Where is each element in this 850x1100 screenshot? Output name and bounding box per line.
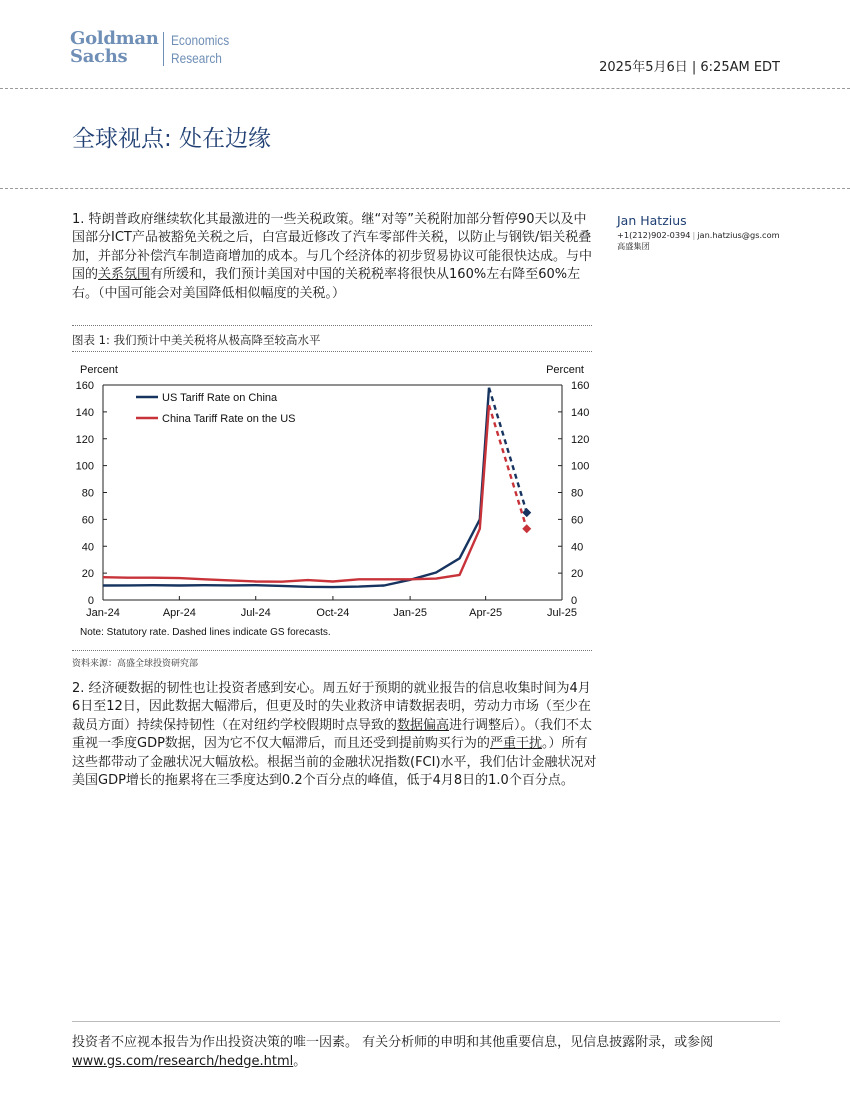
author-phone: +1(212)902-0394 xyxy=(617,230,691,240)
logo-line-1: Goldman xyxy=(70,28,159,49)
series-line-0 xyxy=(103,388,489,587)
forecast-line-0 xyxy=(489,388,527,513)
y-tick-label-left: 80 xyxy=(81,487,94,500)
paragraph-2-text-end: 。）所有这些都带动了金融状况大幅放松。根据当前的金融状况指数(FCI)水平，我们估计金融状况对美国GDP增长的拖累将在三季度达到0.2个百分点的峰值，低于4月8日的1.0个百分点。 xyxy=(72,736,597,789)
y-tick-label-right: 40 xyxy=(571,541,584,554)
contact-separator: | xyxy=(692,230,696,240)
author-contact xyxy=(617,230,797,240)
chart-note: Note: Statutory rate. Dashed lines indicate GS forecasts. xyxy=(80,627,331,638)
x-tick-label: Jan-24 xyxy=(86,607,120,619)
legend-label-us: US Tariff Rate on China xyxy=(162,392,278,404)
right-axis-unit: Percent xyxy=(546,364,584,376)
header-divider xyxy=(0,88,850,89)
page-title: 全球视点: 处在边缘 xyxy=(72,126,272,152)
y-tick-label-left: 160 xyxy=(75,380,94,392)
author-firm: 高盛集团 xyxy=(617,241,650,251)
y-tick-label-right: 140 xyxy=(571,406,590,419)
relations-link[interactable]: 关系氛围 xyxy=(98,267,151,283)
y-tick-label-left: 40 xyxy=(81,541,94,554)
forecast-line-1 xyxy=(489,405,527,529)
y-tick-label-right: 60 xyxy=(571,514,584,527)
y-tick-label-right: 100 xyxy=(571,460,590,473)
y-tick-label-right: 80 xyxy=(571,487,584,500)
paragraph-2 xyxy=(72,680,597,790)
logo-line-2: Sachs xyxy=(70,46,128,67)
figure-source: 资料来源：高盛全球投资研究部 xyxy=(72,659,199,669)
figure-bottom-rule xyxy=(72,650,592,651)
paragraph-2-text: 2. 经济硬数据的韧性也让投资者感到安心。周五好于预期的就业报告的信息收集时间为4月6日至12日，因此数据大幅滞后，但更及时的失业救济申请数据表明，劳动力市场（至少在裁员方面）持续保持韧性（在对纽约学校假期时点导致的 xyxy=(72,681,591,733)
footer-end: 。 xyxy=(293,1053,307,1069)
data-bias-link[interactable]: 数据偏高 xyxy=(397,717,450,733)
report-date: 2025年5月6日 | 6:25AM EDT xyxy=(599,60,780,75)
paragraph-2-text-mid: 进行调整后）。（我们不太重视一季度GDP数据，因为它不仅大幅滞后，而且还受到提前购买行为的 xyxy=(72,717,593,752)
x-tick-label: Jul-24 xyxy=(240,607,271,619)
footer-text: 投资者不应视本报告为作出投资决策的唯一因素。 有关分析师的申明和其他重要信息，见信息披露附录，或参阅 xyxy=(72,1035,714,1050)
logo-dept-line-1: Economics xyxy=(171,32,230,48)
title-divider xyxy=(0,188,850,189)
logo-wordmark xyxy=(70,30,160,66)
y-tick-label-right: 120 xyxy=(571,433,590,446)
figure-top-rule xyxy=(72,325,592,326)
x-tick-label: Jan-25 xyxy=(393,607,427,619)
disclosure-link[interactable]: www.gs.com/research/hedge.html xyxy=(72,1053,294,1069)
y-tick-label-right: 0 xyxy=(571,595,578,607)
x-tick-label: Apr-25 xyxy=(469,607,503,619)
y-tick-label-right: 160 xyxy=(571,380,590,392)
tariff-chart xyxy=(72,356,592,646)
left-axis-unit: Percent xyxy=(80,364,118,376)
figure-title-rule xyxy=(72,351,592,352)
footer-disclaimer xyxy=(72,1034,782,1071)
paragraph-1-text-end: 有所缓和，我们预计美国对中国的关税税率将很快从160%左右降至60%左右。（中国可能会对美国降低相似幅度的关税。） xyxy=(72,267,581,301)
series-line-1 xyxy=(103,405,489,582)
author-block xyxy=(617,213,797,252)
logo-department xyxy=(171,31,229,67)
y-tick-label-left: 0 xyxy=(87,595,94,607)
paragraph-1-text: 1. 特朗普政府继续软化其最激进的一些关税政策。继“对等”关税附加部分暂停90天以及中国部分ICT产品被豁免关税之后，白宫最近修改了汽车零部件关税，以防止与钢铁/铝关税叠加，并部分补偿汽车制造商增加的成本。与几个经济体的初步贸易协议可能很快达成。与中国的 xyxy=(72,212,593,283)
x-tick-label: Oct-24 xyxy=(316,607,350,619)
y-tick-label-left: 100 xyxy=(75,460,94,473)
logo-dept-line-2: Research xyxy=(171,50,222,66)
author-name[interactable]: Jan Hatzius xyxy=(617,213,687,228)
y-tick-label-left: 60 xyxy=(81,514,94,527)
x-tick-label: Jul-25 xyxy=(547,607,577,619)
logo-separator xyxy=(163,32,164,66)
y-tick-label-left: 20 xyxy=(81,568,94,581)
distortion-link[interactable]: 严重干扰 xyxy=(489,736,542,752)
chart-legend xyxy=(136,392,296,425)
author-email[interactable]: jan.hatzius@gs.com xyxy=(697,230,780,240)
legend-label-china: China Tariff Rate on the US xyxy=(162,413,296,425)
forecast-marker-0 xyxy=(522,508,531,517)
forecast-marker-1 xyxy=(522,524,531,533)
x-tick-label: Apr-24 xyxy=(162,607,196,619)
y-tick-label-left: 140 xyxy=(75,406,94,419)
y-tick-label-right: 20 xyxy=(571,568,584,581)
footer-rule xyxy=(72,1021,780,1022)
y-tick-label-left: 120 xyxy=(75,433,94,446)
paragraph-1 xyxy=(72,211,597,303)
figure-title: 图表 1: 我们预计中美关税将从极高降至较高水平 xyxy=(72,333,321,347)
